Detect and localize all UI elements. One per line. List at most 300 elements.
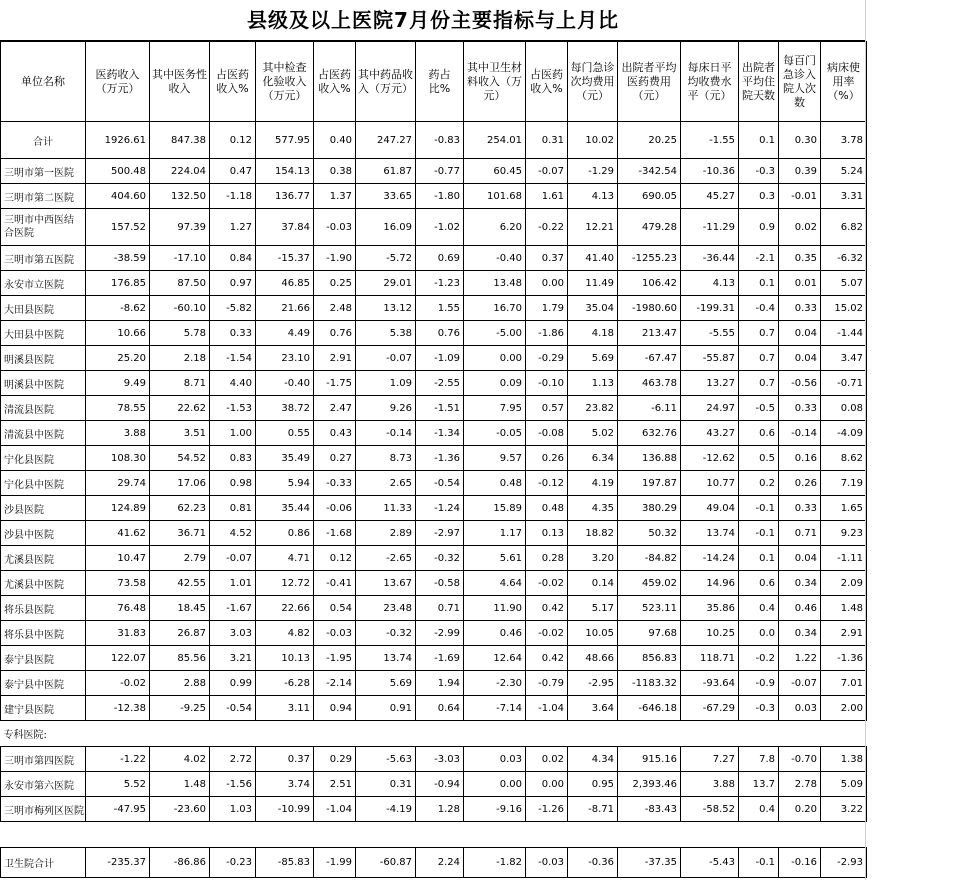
value-cell: -55.87 [681, 346, 739, 371]
value-cell: 0.09 [464, 371, 526, 396]
value-cell: -0.02 [526, 571, 568, 596]
value-cell: 0.39 [779, 159, 821, 184]
value-cell: -0.83 [416, 122, 464, 159]
table-row [1, 209, 867, 246]
value-cell: -0.79 [526, 671, 568, 696]
value-cell: 0.04 [779, 546, 821, 571]
value-cell: 2.24 [416, 848, 464, 878]
value-cell: 3.31 [821, 184, 867, 209]
value-cell: 3.20 [568, 546, 618, 571]
value-cell: 6.20 [464, 209, 526, 246]
value-cell: -4.09 [821, 421, 867, 446]
value-cell: 213.47 [618, 321, 681, 346]
value-cell: -1.36 [821, 646, 867, 671]
value-cell: 10.02 [568, 122, 618, 159]
value-cell: 85.56 [150, 646, 210, 671]
value-cell: 13.67 [356, 571, 416, 596]
value-cell: 13.74 [356, 646, 416, 671]
indicator-table [0, 41, 867, 878]
value-cell: 0.03 [779, 696, 821, 721]
value-cell: 0.48 [464, 471, 526, 496]
value-cell: 0.46 [464, 621, 526, 646]
value-cell: 9.49 [86, 371, 150, 396]
value-cell: 847.38 [150, 122, 210, 159]
total-row [1, 122, 867, 159]
value-cell: 0.71 [416, 596, 464, 621]
value-cell: -0.1 [739, 848, 779, 878]
unit-name-cell: 建宁县医院 [1, 696, 86, 721]
value-cell: 9.57 [464, 446, 526, 471]
column-header: 单位名称 [1, 42, 86, 122]
table-row [1, 246, 867, 271]
value-cell: 12.72 [256, 571, 314, 596]
value-cell: -0.3 [739, 696, 779, 721]
value-cell: -6.11 [618, 396, 681, 421]
value-cell: 101.68 [464, 184, 526, 209]
value-cell: 0.1 [739, 271, 779, 296]
value-cell: 35.49 [256, 446, 314, 471]
value-cell: -1.82 [464, 848, 526, 878]
value-cell: 0.08 [821, 396, 867, 421]
value-cell: 0.4 [739, 596, 779, 621]
value-cell: 76.48 [86, 596, 150, 621]
value-cell: 4.64 [464, 571, 526, 596]
value-cell: 31.83 [86, 621, 150, 646]
value-cell: -2.95 [568, 671, 618, 696]
value-cell: 0.98 [210, 471, 256, 496]
value-cell: -1980.60 [618, 296, 681, 321]
unit-name-cell: 将乐县中医院 [1, 621, 86, 646]
value-cell: 0.00 [464, 346, 526, 371]
value-cell: 46.85 [256, 271, 314, 296]
value-cell: -0.16 [779, 848, 821, 878]
value-cell: 0.7 [739, 371, 779, 396]
value-cell: 0.1 [739, 122, 779, 159]
value-cell: -1.04 [526, 696, 568, 721]
table-row [1, 521, 867, 546]
value-cell: -1.95 [314, 646, 356, 671]
value-cell: 0.28 [526, 546, 568, 571]
unit-name-cell: 三明市梅列区医院 [1, 797, 86, 822]
value-cell: 176.85 [86, 271, 150, 296]
value-cell: 73.58 [86, 571, 150, 596]
value-cell: 0.47 [210, 159, 256, 184]
value-cell: 1.61 [526, 184, 568, 209]
value-cell: 404.60 [86, 184, 150, 209]
unit-name-cell: 三明市第二医院 [1, 184, 86, 209]
value-cell: 0.03 [464, 747, 526, 772]
value-cell: -60.87 [356, 848, 416, 878]
value-cell: 108.30 [86, 446, 150, 471]
value-cell: 60.45 [464, 159, 526, 184]
value-cell: 17.06 [150, 471, 210, 496]
value-cell: -1.56 [210, 772, 256, 797]
value-cell: -2.93 [821, 848, 867, 878]
value-cell: 136.88 [618, 446, 681, 471]
value-cell: 3.51 [150, 421, 210, 446]
value-cell: 42.55 [150, 571, 210, 596]
value-cell: -1.51 [416, 396, 464, 421]
value-cell: -12.38 [86, 696, 150, 721]
value-cell: -1183.32 [618, 671, 681, 696]
value-cell: -5.72 [356, 246, 416, 271]
value-cell: 0.76 [416, 321, 464, 346]
value-cell: 4.13 [681, 271, 739, 296]
value-cell: 6.82 [821, 209, 867, 246]
value-cell: 0.54 [314, 596, 356, 621]
value-cell: 13.12 [356, 296, 416, 321]
value-cell: -342.54 [618, 159, 681, 184]
value-cell: 0.27 [314, 446, 356, 471]
value-cell: -5.82 [210, 296, 256, 321]
unit-name-cell: 将乐县医院 [1, 596, 86, 621]
value-cell: -1.68 [314, 521, 356, 546]
value-cell: 35.04 [568, 296, 618, 321]
value-cell: -67.29 [681, 696, 739, 721]
value-cell: -1.99 [314, 848, 356, 878]
section-label: 专科医院: [3, 730, 47, 741]
value-cell: 0.26 [526, 446, 568, 471]
value-cell: 1926.61 [86, 122, 150, 159]
value-cell: -1.86 [526, 321, 568, 346]
value-cell: 1.01 [210, 571, 256, 596]
value-cell: 0.38 [314, 159, 356, 184]
table-row [1, 571, 867, 596]
value-cell: 8.73 [356, 446, 416, 471]
value-cell: -9.16 [464, 797, 526, 822]
value-cell: 0.02 [526, 747, 568, 772]
value-cell: -2.30 [464, 671, 526, 696]
value-cell: 0.30 [779, 122, 821, 159]
value-cell: 0.2 [739, 471, 779, 496]
value-cell: 13.74 [681, 521, 739, 546]
value-cell: 3.22 [821, 797, 867, 822]
value-cell: -85.83 [256, 848, 314, 878]
unit-name-cell: 三明市中西医结合医院 [1, 209, 86, 246]
value-cell: 0.6 [739, 571, 779, 596]
value-cell: 0.02 [779, 209, 821, 246]
value-cell: 20.25 [618, 122, 681, 159]
value-cell: 0.42 [526, 596, 568, 621]
value-cell: -86.86 [150, 848, 210, 878]
table-row [1, 321, 867, 346]
value-cell: 24.97 [681, 396, 739, 421]
value-cell: 0.83 [210, 446, 256, 471]
value-cell: 0.57 [526, 396, 568, 421]
value-cell: 0.33 [779, 496, 821, 521]
unit-name-cell: 合计 [1, 122, 86, 159]
unit-name-cell: 沙县医院 [1, 496, 86, 521]
value-cell: 0.97 [210, 271, 256, 296]
value-cell: 12.21 [568, 209, 618, 246]
value-cell: 10.25 [681, 621, 739, 646]
column-header: 其中药品收入（万元） [356, 42, 416, 122]
value-cell: 21.66 [256, 296, 314, 321]
value-cell: -0.03 [314, 621, 356, 646]
value-cell: 23.48 [356, 596, 416, 621]
value-cell: -60.10 [150, 296, 210, 321]
value-cell: 1.38 [821, 747, 867, 772]
value-cell: -0.03 [314, 209, 356, 246]
value-cell: 2.72 [210, 747, 256, 772]
value-cell: 45.27 [681, 184, 739, 209]
value-cell: 22.66 [256, 596, 314, 621]
value-cell: -1.67 [210, 596, 256, 621]
value-cell: -5.00 [464, 321, 526, 346]
value-cell: 2.51 [314, 772, 356, 797]
unit-name-cell: 泰宁县中医院 [1, 671, 86, 696]
value-cell: -84.82 [618, 546, 681, 571]
table-row [1, 421, 867, 446]
value-cell: -0.77 [416, 159, 464, 184]
value-cell: -0.03 [526, 848, 568, 878]
value-cell: -0.02 [526, 621, 568, 646]
value-cell: 50.32 [618, 521, 681, 546]
value-cell: -1.53 [210, 396, 256, 421]
table-row [1, 271, 867, 296]
value-cell: 0.0 [739, 621, 779, 646]
value-cell: 18.45 [150, 596, 210, 621]
value-cell: 0.48 [526, 496, 568, 521]
blank-row [1, 822, 867, 848]
value-cell: 0.7 [739, 346, 779, 371]
value-cell: 2.79 [150, 546, 210, 571]
value-cell: 154.13 [256, 159, 314, 184]
value-cell: 122.07 [86, 646, 150, 671]
value-cell: -7.14 [464, 696, 526, 721]
unit-name-cell: 大田县中医院 [1, 321, 86, 346]
value-cell: 0.76 [314, 321, 356, 346]
value-cell: -1.22 [86, 747, 150, 772]
value-cell: 1.00 [210, 421, 256, 446]
value-cell: -0.05 [464, 421, 526, 446]
value-cell: 4.52 [210, 521, 256, 546]
column-header: 每门急诊次均费用（元） [568, 42, 618, 122]
value-cell: 16.70 [464, 296, 526, 321]
value-cell: 0.3 [739, 184, 779, 209]
value-cell: 11.33 [356, 496, 416, 521]
column-header: 每床日平均收费水平（元） [681, 42, 739, 122]
value-cell: 0.37 [526, 246, 568, 271]
value-cell: -0.23 [210, 848, 256, 878]
value-cell: 0.16 [779, 446, 821, 471]
value-cell: -1.26 [526, 797, 568, 822]
value-cell: 3.88 [681, 772, 739, 797]
value-cell: -83.43 [618, 797, 681, 822]
value-cell: 0.26 [779, 471, 821, 496]
table-row [1, 797, 867, 822]
value-cell: 1.65 [821, 496, 867, 521]
value-cell: 35.86 [681, 596, 739, 621]
value-cell: 132.50 [150, 184, 210, 209]
value-cell: -0.07 [526, 159, 568, 184]
unit-name-cell: 清流县医院 [1, 396, 86, 421]
value-cell: 4.19 [568, 471, 618, 496]
value-cell: -4.19 [356, 797, 416, 822]
value-cell: -0.22 [526, 209, 568, 246]
value-cell: -1255.23 [618, 246, 681, 271]
value-cell: 106.42 [618, 271, 681, 296]
value-cell: 3.78 [821, 122, 867, 159]
value-cell: -1.18 [210, 184, 256, 209]
column-header: 药占比% [416, 42, 464, 122]
value-cell: 13.48 [464, 271, 526, 296]
value-cell: 97.68 [618, 621, 681, 646]
value-cell: -0.40 [256, 371, 314, 396]
column-header: 其中卫生材料收入（万元） [464, 42, 526, 122]
value-cell: 2.91 [821, 621, 867, 646]
value-cell: 36.71 [150, 521, 210, 546]
unit-name-cell: 卫生院合计 [1, 848, 86, 878]
footer-row [1, 848, 867, 878]
value-cell: -2.14 [314, 671, 356, 696]
value-cell: 15.89 [464, 496, 526, 521]
value-cell: -36.44 [681, 246, 739, 271]
value-cell: -0.4 [739, 296, 779, 321]
value-cell: 7.01 [821, 671, 867, 696]
table-row [1, 646, 867, 671]
value-cell: 1.55 [416, 296, 464, 321]
value-cell: 136.77 [256, 184, 314, 209]
column-header: 每百门急诊入院人次数 [779, 42, 821, 122]
value-cell: 13.27 [681, 371, 739, 396]
value-cell: 500.48 [86, 159, 150, 184]
column-header: 其中医务性收入 [150, 42, 210, 122]
value-cell: 5.07 [821, 271, 867, 296]
value-cell: -199.31 [681, 296, 739, 321]
value-cell: 23.82 [568, 396, 618, 421]
value-cell: 9.23 [821, 521, 867, 546]
value-cell: -37.35 [618, 848, 681, 878]
value-cell: 6.34 [568, 446, 618, 471]
value-cell: 22.62 [150, 396, 210, 421]
value-cell: 4.02 [150, 747, 210, 772]
blank-cell [1, 822, 867, 848]
value-cell: 0.33 [779, 296, 821, 321]
value-cell: -10.99 [256, 797, 314, 822]
value-cell: -0.14 [356, 421, 416, 446]
value-cell: 0.46 [779, 596, 821, 621]
unit-name-cell: 宁化县中医院 [1, 471, 86, 496]
value-cell: 0.5 [739, 446, 779, 471]
value-cell: 380.29 [618, 496, 681, 521]
value-cell: 1.27 [210, 209, 256, 246]
value-cell: 0.40 [314, 122, 356, 159]
value-cell: 3.74 [256, 772, 314, 797]
value-cell: 2.78 [779, 772, 821, 797]
value-cell: -5.43 [681, 848, 739, 878]
value-cell: -235.37 [86, 848, 150, 878]
table-row [1, 747, 867, 772]
value-cell: 4.40 [210, 371, 256, 396]
value-cell: 915.16 [618, 747, 681, 772]
column-header: 其中检查化验收入（万元） [256, 42, 314, 122]
value-cell: 43.27 [681, 421, 739, 446]
value-cell: 37.84 [256, 209, 314, 246]
value-cell: 197.87 [618, 471, 681, 496]
value-cell: -17.10 [150, 246, 210, 271]
value-cell: 54.52 [150, 446, 210, 471]
value-cell: -0.54 [210, 696, 256, 721]
value-cell: 0.71 [779, 521, 821, 546]
value-cell: 33.65 [356, 184, 416, 209]
value-cell: -0.10 [526, 371, 568, 396]
value-cell: 0.6 [739, 421, 779, 446]
value-cell: 0.42 [526, 646, 568, 671]
value-cell: 5.69 [568, 346, 618, 371]
table-row [1, 621, 867, 646]
value-cell: 2.47 [314, 396, 356, 421]
value-cell: 0.00 [464, 772, 526, 797]
value-cell: -0.07 [779, 671, 821, 696]
value-cell: 25.20 [86, 346, 150, 371]
value-cell: 87.50 [150, 271, 210, 296]
value-cell: 523.11 [618, 596, 681, 621]
value-cell: -0.71 [821, 371, 867, 396]
value-cell: 2.89 [356, 521, 416, 546]
value-cell: 5.24 [821, 159, 867, 184]
value-cell: 5.94 [256, 471, 314, 496]
value-cell: -9.25 [150, 696, 210, 721]
value-cell: 0.34 [779, 571, 821, 596]
value-cell: -0.06 [314, 496, 356, 521]
value-cell: -11.29 [681, 209, 739, 246]
value-cell: 224.04 [150, 159, 210, 184]
column-header: 占医药收入% [210, 42, 256, 122]
value-cell: 2.65 [356, 471, 416, 496]
value-cell: 7.19 [821, 471, 867, 496]
value-cell: 5.52 [86, 772, 150, 797]
value-cell: 0.7 [739, 321, 779, 346]
value-cell: 62.23 [150, 496, 210, 521]
column-divider [865, 0, 866, 880]
value-cell: -0.9 [739, 671, 779, 696]
column-header: 出院者平均医药费用（元） [618, 42, 681, 122]
value-cell: -0.70 [779, 747, 821, 772]
value-cell: 78.55 [86, 396, 150, 421]
table-row [1, 546, 867, 571]
value-cell: 3.88 [86, 421, 150, 446]
value-cell: 0.64 [416, 696, 464, 721]
table-row [1, 346, 867, 371]
value-cell: 1.48 [150, 772, 210, 797]
table-row [1, 696, 867, 721]
unit-name-cell: 沙县中医院 [1, 521, 86, 546]
value-cell: 690.05 [618, 184, 681, 209]
value-cell: 41.40 [568, 246, 618, 271]
column-header: 占医药收入% [314, 42, 356, 122]
value-cell: 5.38 [356, 321, 416, 346]
value-cell: 11.49 [568, 271, 618, 296]
value-cell: 0.35 [779, 246, 821, 271]
value-cell: 157.52 [86, 209, 150, 246]
value-cell: -58.52 [681, 797, 739, 822]
value-cell: 0.43 [314, 421, 356, 446]
value-cell: 1.94 [416, 671, 464, 696]
value-cell: 0.34 [779, 621, 821, 646]
value-cell: -6.32 [821, 246, 867, 271]
value-cell: -1.34 [416, 421, 464, 446]
value-cell: 4.82 [256, 621, 314, 646]
value-cell: -0.5 [739, 396, 779, 421]
value-cell: -0.32 [356, 621, 416, 646]
section-row [1, 721, 867, 747]
value-cell: 97.39 [150, 209, 210, 246]
value-cell: 14.96 [681, 571, 739, 596]
value-cell: 10.05 [568, 621, 618, 646]
value-cell: 0.00 [526, 772, 568, 797]
value-cell: 16.09 [356, 209, 416, 246]
